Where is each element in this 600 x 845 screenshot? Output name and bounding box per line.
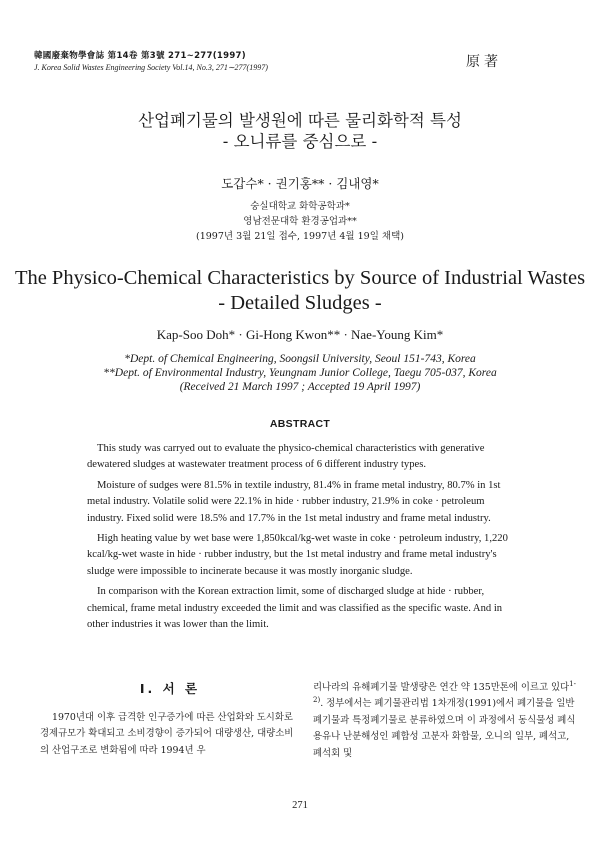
journal-citation-en: J. Korea Solid Wastes Engineering Society Vol.14, No.3, 271∼277(1997) bbox=[34, 63, 268, 72]
korean-affiliation-2: 영남전문대학 환경공업과** bbox=[243, 216, 357, 227]
journal-citation-ko: 韓國廢棄物學會誌 第14卷 第3號 271∼277(1997) bbox=[34, 51, 246, 61]
korean-title: 산업폐기물의 발생원에 따른 물리화학적 특성 bbox=[138, 111, 462, 130]
reference-marker: 1-2) bbox=[313, 679, 576, 705]
english-received-dates: (Received 21 March 1997 ; Accepted 19 April 1997) bbox=[179, 381, 421, 393]
intro-left-column bbox=[40, 680, 300, 759]
intro-right-column bbox=[313, 680, 576, 762]
english-title: The Physico-Chemical Characteristics by Source of Industrial Wastes bbox=[14, 267, 586, 289]
abstract-paragraph: High heating value by wet base were 1,850kcal/kg-wet waste in coke · petroleum industry, 1,220 kcal/kg-wet waste in hide · rubber industry, but the 1st metal industry and frame metal industry's sludge were impossible to incinerate because it was mostly inorganic sludge. bbox=[87, 533, 508, 577]
english-affiliation-1: *Dept. of Chemical Engineering, Soongsil University, Seoul 151-743, Korea bbox=[124, 353, 476, 365]
section-heading-introduction: I. 서 론 bbox=[139, 681, 201, 696]
intro-paragraph: 1970년대 이후 급격한 인구증가에 따른 산업화와 도시화로 경제규모가 확대되고 소비경향이 증가되어 대량생산, 대량소비의 산업구조로 변화됨에 따라 1994년 우 bbox=[40, 712, 294, 756]
intro-text-part: . 정부에서는 폐기물관리법 1차개정(1991)에서 폐기물을 일반폐기물과 특정폐기물로 분류하였으며 이 과정에서 동식물성 폐식용유나 난분해성인 폐합성 고분자 화합물, 오니의 일부, 폐석고, 폐석회 및 bbox=[313, 698, 576, 759]
korean-authors: 도갑수* · 권기홍** · 김내영* bbox=[221, 176, 379, 191]
abstract-paragraph: This study was carryed out to evaluate the physico-chemical characteristics with generative dewatered sludges at wastewater treatment process of 6 different industry types. bbox=[87, 443, 485, 471]
korean-subtitle: - 오니류를 중심으로 - bbox=[222, 132, 378, 151]
abstract-body bbox=[87, 441, 519, 633]
korean-received-dates: (1997년 3월 21일 접수, 1997년 4월 19일 채택) bbox=[196, 231, 404, 242]
english-affiliation-2: **Dept. of Environmental Industry, Yeungnam Junior College, Taegu 705-037, Korea bbox=[103, 367, 497, 379]
intro-text-part: 리나라의 유해폐기물 발생량은 연간 약 135만톤에 이르고 있다 bbox=[313, 682, 570, 693]
english-subtitle: - Detailed Sludges - bbox=[218, 292, 382, 314]
english-authors: Kap-Soo Doh* · Gi-Hong Kwon** · Nae-Young Kim* bbox=[156, 327, 444, 342]
intro-paragraph-continued bbox=[313, 680, 576, 762]
journal-header bbox=[34, 50, 394, 73]
abstract-paragraph: Moisture of sudges were 81.5% in textile industry, 81.4% in frame metal industry, 80.7% in 1st metal industry. Volatile solid were 22.1% in hide · rubber industry, 21.9% in coke · petroleum industry. Fixed solid were 18.5% and 17.7% in the 1st metal industry and frame metal industry. bbox=[87, 479, 501, 524]
korean-affiliation-1: 숭실대학교 화학공학과* bbox=[250, 201, 350, 212]
abstract-paragraph: In comparison with the Korean extraction limit, some of discharged sludge at hide · rubber, chemical, frame metal industry exceeded the limit and was classified as the specific waste. And in other industries it was lower than the limit. bbox=[87, 586, 503, 631]
article-type-label: 原著 bbox=[466, 54, 502, 70]
abstract-heading: ABSTRACT bbox=[269, 418, 331, 430]
page-number: 271 bbox=[292, 800, 308, 811]
